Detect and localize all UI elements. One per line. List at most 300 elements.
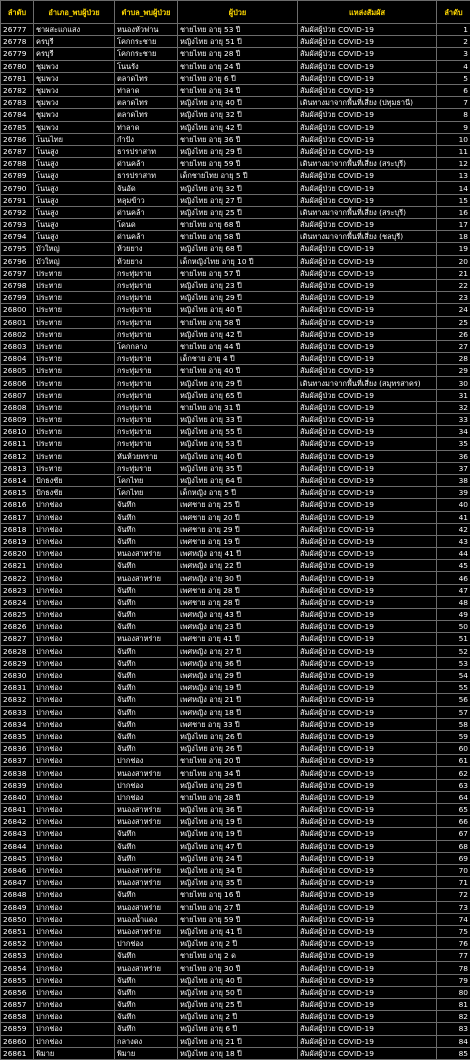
subdistrict-cell: กระทุ่มราย — [115, 292, 178, 304]
patient-cell: หญิงไทย อายุ 21 ปี — [178, 1035, 298, 1047]
district-cell: โนนสูง — [34, 219, 115, 231]
subdistrict-cell: ท่าลาด — [115, 121, 178, 133]
subdistrict-cell: ด่านคล้า — [115, 206, 178, 218]
order-cell: 47 — [437, 584, 470, 596]
table-row — [1, 852, 470, 864]
order-cell: 56 — [437, 694, 470, 706]
order-cell: 38 — [437, 474, 470, 486]
order-cell: 84 — [437, 1035, 470, 1047]
district-cell: ปากช่อง — [34, 523, 115, 535]
patient-cell: ชายไทย อายุ 16 ปี — [178, 889, 298, 901]
patient-cell: เด็กหญิง อายุ 5 ปี — [178, 487, 298, 499]
case-id-cell: 26781 — [1, 72, 34, 84]
patient-cell: ชายไทย อายุ 44 ปี — [178, 340, 298, 352]
patient-cell: เพศชาย อายุ 25 ปี — [178, 499, 298, 511]
district-cell: ประทาย — [34, 450, 115, 462]
subdistrict-cell: กระทุ่มราย — [115, 304, 178, 316]
subdistrict-cell: จันทึก — [115, 986, 178, 998]
subdistrict-cell: จันทึก — [115, 596, 178, 608]
table-row — [1, 243, 470, 255]
patient-cell: หญิงไทย อายุ 51 ปี — [178, 36, 298, 48]
table-row — [1, 718, 470, 730]
case-id-cell: 26819 — [1, 535, 34, 547]
order-cell: 20 — [437, 255, 470, 267]
source-cell: สัมผัสผู้ป่วย COVID-19 — [298, 901, 437, 913]
table-row — [1, 414, 470, 426]
source-cell: สัมผัสผู้ป่วย COVID-19 — [298, 767, 437, 779]
district-cell: ปากช่อง — [34, 718, 115, 730]
subdistrict-cell: ตลาดไทร — [115, 109, 178, 121]
order-cell: 11 — [437, 145, 470, 157]
table-row — [1, 109, 470, 121]
patient-cell: หญิงไทย อายุ 29 ปี — [178, 779, 298, 791]
subdistrict-cell: หนองสาหร่าย — [115, 925, 178, 937]
table-row — [1, 999, 470, 1011]
district-cell: ประทาย — [34, 377, 115, 389]
subdistrict-cell: จันทึก — [115, 499, 178, 511]
table-row — [1, 231, 470, 243]
subdistrict-cell: กระทุ่มราย — [115, 267, 178, 279]
source-cell: สัมผัสผู้ป่วย COVID-19 — [298, 974, 437, 986]
patient-cell: เพศหญิง อายุ 23 ปี — [178, 621, 298, 633]
case-id-cell: 26820 — [1, 548, 34, 560]
patient-cell: หญิงไทย อายุ 50 ปี — [178, 986, 298, 998]
patient-cell: เพศหญิง อายุ 21 ปี — [178, 694, 298, 706]
case-id-cell: 26821 — [1, 560, 34, 572]
table-row — [1, 377, 470, 389]
district-cell: โนนสูง — [34, 145, 115, 157]
subdistrict-cell: จันทึก — [115, 694, 178, 706]
case-id-cell: 26801 — [1, 316, 34, 328]
table-row — [1, 487, 470, 499]
table-row — [1, 158, 470, 170]
order-cell: 45 — [437, 560, 470, 572]
case-id-cell: 26817 — [1, 511, 34, 523]
source-cell: สัมผัสผู้ป่วย COVID-19 — [298, 852, 437, 864]
case-id-cell: 26833 — [1, 706, 34, 718]
case-id-cell: 26797 — [1, 267, 34, 279]
source-cell: สัมผัสผู้ป่วย COVID-19 — [298, 182, 437, 194]
order-cell: 62 — [437, 767, 470, 779]
subdistrict-cell: จันทึก — [115, 852, 178, 864]
patient-cell: ชายไทย อายุ 2 ด — [178, 950, 298, 962]
subdistrict-cell: หนองสาหร่าย — [115, 804, 178, 816]
source-cell: สัมผัสผู้ป่วย COVID-19 — [298, 791, 437, 803]
district-cell: ปากช่อง — [34, 913, 115, 925]
subdistrict-cell: จันทึก — [115, 950, 178, 962]
district-cell: ปากช่อง — [34, 974, 115, 986]
subdistrict-cell: ธารปราสาท — [115, 145, 178, 157]
case-id-cell: 26855 — [1, 974, 34, 986]
subdistrict-cell: โคกไทย — [115, 487, 178, 499]
order-cell: 80 — [437, 986, 470, 998]
patient-cell: ชายไทย อายุ 68 ปี — [178, 219, 298, 231]
district-cell: ปากช่อง — [34, 560, 115, 572]
order-cell: 17 — [437, 219, 470, 231]
case-id-cell: 26814 — [1, 474, 34, 486]
order-cell: 13 — [437, 170, 470, 182]
case-id-cell: 26810 — [1, 426, 34, 438]
order-cell: 59 — [437, 730, 470, 742]
table-row — [1, 267, 470, 279]
case-id-cell: 26812 — [1, 450, 34, 462]
subdistrict-cell: จันทึก — [115, 669, 178, 681]
source-cell: สัมผัสผู้ป่วย COVID-19 — [298, 462, 437, 474]
source-cell: เดินทางมาจากพื้นที่เสี่ยง (สมุทรสาคร) — [298, 377, 437, 389]
district-cell: ปากช่อง — [34, 535, 115, 547]
case-id-cell: 26846 — [1, 864, 34, 876]
district-cell: ชุมพวง — [34, 60, 115, 72]
order-cell: 29 — [437, 365, 470, 377]
order-cell: 71 — [437, 877, 470, 889]
source-cell: สัมผัสผู้ป่วย COVID-19 — [298, 1023, 437, 1035]
subdistrict-cell: กระทุ่มราย — [115, 279, 178, 291]
subdistrict-cell: จันทึก — [115, 682, 178, 694]
table-row — [1, 182, 470, 194]
subdistrict-cell: หนองสาหร่าย — [115, 864, 178, 876]
patient-cell: หญิงไทย อายุ 42 ปี — [178, 328, 298, 340]
patient-cell: เด็กชายไทย อายุ 5 ปี — [178, 170, 298, 182]
case-id-cell: 26803 — [1, 340, 34, 352]
district-cell: ปากช่อง — [34, 804, 115, 816]
case-id-cell: 26783 — [1, 97, 34, 109]
patient-cell: หญิงไทย อายุ 23 ปี — [178, 279, 298, 291]
source-cell: สัมผัสผู้ป่วย COVID-19 — [298, 426, 437, 438]
subdistrict-cell: จันทึก — [115, 840, 178, 852]
source-cell: สัมผัสผู้ป่วย COVID-19 — [298, 816, 437, 828]
order-cell: 48 — [437, 596, 470, 608]
subdistrict-cell: จันทึก — [115, 523, 178, 535]
case-id-cell: 26777 — [1, 24, 34, 36]
subdistrict-cell: หนองสาหร่าย — [115, 816, 178, 828]
source-cell: สัมผัสผู้ป่วย COVID-19 — [298, 36, 437, 48]
district-cell: ปากช่อง — [34, 1035, 115, 1047]
source-cell: สัมผัสผู้ป่วย COVID-19 — [298, 718, 437, 730]
source-cell: เดินทางมาจากพื้นที่เสี่ยง (สระบุรี) — [298, 206, 437, 218]
table-row — [1, 365, 470, 377]
subdistrict-cell: กำปัง — [115, 133, 178, 145]
case-id-cell: 26791 — [1, 194, 34, 206]
order-cell: 18 — [437, 231, 470, 243]
order-cell: 1 — [437, 24, 470, 36]
district-cell: ปากช่อง — [34, 950, 115, 962]
patient-cell: หญิงไทย อายุ 40 ปี — [178, 97, 298, 109]
patient-cell: หญิงไทย อายุ 33 ปี — [178, 414, 298, 426]
district-cell: ปากช่อง — [34, 986, 115, 998]
district-cell: ประทาย — [34, 462, 115, 474]
district-cell: ปากช่อง — [34, 669, 115, 681]
patient-cell: หญิงไทย อายุ 41 ปี — [178, 925, 298, 937]
patient-cell: หญิงไทย อายุ 29 ปี — [178, 292, 298, 304]
patient-cell: เพศหญิง อายุ 41 ปี — [178, 548, 298, 560]
case-id-cell: 26858 — [1, 1011, 34, 1023]
district-cell: ปากช่อง — [34, 572, 115, 584]
order-cell: 9 — [437, 121, 470, 133]
case-id-cell: 26859 — [1, 1023, 34, 1035]
source-cell: สัมผัสผู้ป่วย COVID-19 — [298, 1035, 437, 1047]
source-cell: สัมผัสผู้ป่วย COVID-19 — [298, 730, 437, 742]
order-cell: 53 — [437, 657, 470, 669]
header-row — [1, 1, 470, 24]
source-cell: สัมผัสผู้ป่วย COVID-19 — [298, 365, 437, 377]
table-row — [1, 877, 470, 889]
order-cell: 39 — [437, 487, 470, 499]
order-cell: 36 — [437, 450, 470, 462]
district-cell: ประทาย — [34, 328, 115, 340]
district-cell: พิมาย — [34, 1047, 115, 1059]
order-cell: 51 — [437, 633, 470, 645]
subdistrict-cell: หนองสาหร่าย — [115, 633, 178, 645]
table-row — [1, 572, 470, 584]
source-cell: สัมผัสผู้ป่วย COVID-19 — [298, 328, 437, 340]
subdistrict-cell: จันทึก — [115, 718, 178, 730]
subdistrict-cell: จันทึก — [115, 1023, 178, 1035]
subdistrict-cell: กลางดง — [115, 1035, 178, 1047]
order-cell: 6 — [437, 84, 470, 96]
district-cell: ประทาย — [34, 401, 115, 413]
order-cell: 42 — [437, 523, 470, 535]
source-cell: สัมผัสผู้ป่วย COVID-19 — [298, 279, 437, 291]
district-cell: ปักธงชัย — [34, 474, 115, 486]
subdistrict-cell: โนนรัง — [115, 60, 178, 72]
patient-cell: ชายไทย อายุ 28 ปี — [178, 48, 298, 60]
case-id-cell: 26843 — [1, 828, 34, 840]
subdistrict-cell: ปากช่อง — [115, 779, 178, 791]
order-cell: 35 — [437, 438, 470, 450]
subdistrict-cell: หนองสาหร่าย — [115, 767, 178, 779]
case-id-cell: 26852 — [1, 938, 34, 950]
source-cell: สัมผัสผู้ป่วย COVID-19 — [298, 353, 437, 365]
order-cell: 16 — [437, 206, 470, 218]
table-row — [1, 401, 470, 413]
header-source: แหล่งสัมผัส — [298, 1, 437, 24]
district-cell: ประทาย — [34, 304, 115, 316]
source-cell: สัมผัสผู้ป่วย COVID-19 — [298, 694, 437, 706]
case-id-cell: 26834 — [1, 718, 34, 730]
patient-cell: เพศชาย อายุ 28 ปี — [178, 596, 298, 608]
table-row — [1, 48, 470, 60]
subdistrict-cell: จันทึก — [115, 730, 178, 742]
table-row — [1, 474, 470, 486]
patient-cell: หญิงไทย อายุ 32 ปี — [178, 182, 298, 194]
case-id-cell: 26799 — [1, 292, 34, 304]
subdistrict-cell: ด่านคล้า — [115, 231, 178, 243]
patient-cell: ชายไทย อายุ 6 ปี — [178, 72, 298, 84]
order-cell: 19 — [437, 243, 470, 255]
table-row — [1, 316, 470, 328]
table-row — [1, 1011, 470, 1023]
table-row — [1, 499, 470, 511]
order-cell: 5 — [437, 72, 470, 84]
table-row — [1, 389, 470, 401]
district-cell: ชุมพวง — [34, 72, 115, 84]
table-row — [1, 840, 470, 852]
source-cell: สัมผัสผู้ป่วย COVID-19 — [298, 621, 437, 633]
case-id-cell: 26837 — [1, 755, 34, 767]
patient-cell: ชายไทย อายุ 24 ปี — [178, 60, 298, 72]
case-id-cell: 26831 — [1, 682, 34, 694]
district-cell: ปากช่อง — [34, 962, 115, 974]
source-cell: สัมผัสผู้ป่วย COVID-19 — [298, 560, 437, 572]
patient-cell: ชายไทย อายุ 36 ปี — [178, 133, 298, 145]
source-cell: สัมผัสผู้ป่วย COVID-19 — [298, 596, 437, 608]
subdistrict-cell: หันห้วยทราย — [115, 450, 178, 462]
table-row — [1, 304, 470, 316]
source-cell: สัมผัสผู้ป่วย COVID-19 — [298, 84, 437, 96]
table-row — [1, 755, 470, 767]
table-row — [1, 133, 470, 145]
subdistrict-cell: กระทุ่มราย — [115, 377, 178, 389]
subdistrict-cell: ตลาดไทร — [115, 97, 178, 109]
table-row — [1, 84, 470, 96]
source-cell: สัมผัสผู้ป่วย COVID-19 — [298, 243, 437, 255]
order-cell: 54 — [437, 669, 470, 681]
district-cell: ปากช่อง — [34, 925, 115, 937]
subdistrict-cell: กระทุ่มราย — [115, 353, 178, 365]
case-id-cell: 26796 — [1, 255, 34, 267]
case-id-cell: 26794 — [1, 231, 34, 243]
case-id-cell: 26853 — [1, 950, 34, 962]
patient-cell: ชายไทย อายุ 20 ปี — [178, 755, 298, 767]
source-cell: สัมผัสผู้ป่วย COVID-19 — [298, 572, 437, 584]
patient-cell: หญิงไทย อายุ 40 ปี — [178, 304, 298, 316]
table-row — [1, 901, 470, 913]
patient-cell: ชายไทย อายุ 59 ปี — [178, 913, 298, 925]
order-cell: 67 — [437, 828, 470, 840]
source-cell: สัมผัสผู้ป่วย COVID-19 — [298, 548, 437, 560]
patient-cell: หญิงไทย อายุ 40 ปี — [178, 450, 298, 462]
subdistrict-cell: จันทึก — [115, 974, 178, 986]
case-id-cell: 26809 — [1, 414, 34, 426]
order-cell: 37 — [437, 462, 470, 474]
case-id-cell: 26787 — [1, 145, 34, 157]
order-cell: 14 — [437, 182, 470, 194]
patient-cell: เพศหญิง อายุ 43 ปี — [178, 609, 298, 621]
case-id-cell: 26849 — [1, 901, 34, 913]
patient-cell: เพศหญิง อายุ 22 ปี — [178, 560, 298, 572]
table-row — [1, 682, 470, 694]
table-row — [1, 621, 470, 633]
subdistrict-cell: หนองสาหร่าย — [115, 962, 178, 974]
table-row — [1, 767, 470, 779]
district-cell: ปากช่อง — [34, 706, 115, 718]
district-cell: โนนสูง — [34, 206, 115, 218]
district-cell: ปากช่อง — [34, 840, 115, 852]
subdistrict-cell: ท่าลาด — [115, 84, 178, 96]
table-row — [1, 121, 470, 133]
order-cell: 70 — [437, 864, 470, 876]
district-cell: ปากช่อง — [34, 1011, 115, 1023]
patient-cell: หญิงไทย อายุ 25 ปี — [178, 206, 298, 218]
table-row — [1, 730, 470, 742]
table-row — [1, 60, 470, 72]
table-row — [1, 779, 470, 791]
order-cell: 25 — [437, 316, 470, 328]
table-row — [1, 816, 470, 828]
source-cell: สัมผัสผู้ป่วย COVID-19 — [298, 145, 437, 157]
district-cell: ปากช่อง — [34, 901, 115, 913]
district-cell: ปากช่อง — [34, 779, 115, 791]
case-id-cell: 26793 — [1, 219, 34, 231]
district-cell: ปากช่อง — [34, 657, 115, 669]
district-cell: โนนไทย — [34, 133, 115, 145]
case-id-cell: 26823 — [1, 584, 34, 596]
order-cell: 24 — [437, 304, 470, 316]
subdistrict-cell: จันทึก — [115, 609, 178, 621]
header-order: ลำดับ — [437, 1, 470, 24]
subdistrict-cell: หนองสาหร่าย — [115, 901, 178, 913]
order-cell: 66 — [437, 816, 470, 828]
district-cell: บัวใหญ่ — [34, 255, 115, 267]
district-cell: ประทาย — [34, 340, 115, 352]
district-cell: ปากช่อง — [34, 694, 115, 706]
table-row — [1, 669, 470, 681]
source-cell: สัมผัสผู้ป่วย COVID-19 — [298, 986, 437, 998]
patient-cell: เพศชาย อายุ 29 ปี — [178, 523, 298, 535]
case-id-cell: 26788 — [1, 158, 34, 170]
order-cell: 28 — [437, 353, 470, 365]
table-row — [1, 255, 470, 267]
patient-cell: ชายไทย อายุ 58 ปี — [178, 231, 298, 243]
subdistrict-cell: ตลาดไทร — [115, 72, 178, 84]
order-cell: 64 — [437, 791, 470, 803]
order-cell: 50 — [437, 621, 470, 633]
header-district: อำเภอ_พบผู้ป่วย — [34, 1, 115, 24]
order-cell: 68 — [437, 840, 470, 852]
table-row — [1, 706, 470, 718]
case-id-cell: 26851 — [1, 925, 34, 937]
order-cell: 7 — [437, 97, 470, 109]
patient-cell: เพศชาย อายุ 19 ปี — [178, 535, 298, 547]
subdistrict-cell: จันทึก — [115, 511, 178, 523]
patient-cell: หญิงไทย อายุ 6 ปี — [178, 1023, 298, 1035]
subdistrict-cell: กระทุ่มราย — [115, 328, 178, 340]
district-cell: ปากช่อง — [34, 743, 115, 755]
source-cell: สัมผัสผู้ป่วย COVID-19 — [298, 779, 437, 791]
patient-cell: เพศหญิง อายุ 36 ปี — [178, 657, 298, 669]
source-cell: สัมผัสผู้ป่วย COVID-19 — [298, 401, 437, 413]
table-row — [1, 596, 470, 608]
subdistrict-cell: จันทึก — [115, 584, 178, 596]
source-cell: สัมผัสผู้ป่วย COVID-19 — [298, 414, 437, 426]
subdistrict-cell: จันทึก — [115, 828, 178, 840]
order-cell: 34 — [437, 426, 470, 438]
order-cell: 61 — [437, 755, 470, 767]
source-cell: สัมผัสผู้ป่วย COVID-19 — [298, 48, 437, 60]
order-cell: 78 — [437, 962, 470, 974]
order-cell: 58 — [437, 718, 470, 730]
patient-cell: หญิงไทย อายุ 26 ปี — [178, 730, 298, 742]
order-cell: 10 — [437, 133, 470, 145]
table-row — [1, 426, 470, 438]
source-cell: สัมผัสผู้ป่วย COVID-19 — [298, 523, 437, 535]
patient-cell: หญิงไทย อายุ 2 ปี — [178, 938, 298, 950]
source-cell: สัมผัสผู้ป่วย COVID-19 — [298, 804, 437, 816]
source-cell: สัมผัสผู้ป่วย COVID-19 — [298, 109, 437, 121]
source-cell: สัมผัสผู้ป่วย COVID-19 — [298, 950, 437, 962]
header-subdistrict: ตำบล_พบผู้ป่วย — [115, 1, 178, 24]
source-cell: สัมผัสผู้ป่วย COVID-19 — [298, 1011, 437, 1023]
patient-cell: หญิงไทย อายุ 26 ปี — [178, 743, 298, 755]
district-cell: ปากช่อง — [34, 682, 115, 694]
order-cell: 27 — [437, 340, 470, 352]
subdistrict-cell: โคกไทย — [115, 474, 178, 486]
case-id-cell: 26839 — [1, 779, 34, 791]
source-cell: สัมผัสผู้ป่วย COVID-19 — [298, 389, 437, 401]
district-cell: ปากช่อง — [34, 645, 115, 657]
patient-cell: ชายไทย อายุ 53 ปี — [178, 24, 298, 36]
case-id-cell: 26779 — [1, 48, 34, 60]
